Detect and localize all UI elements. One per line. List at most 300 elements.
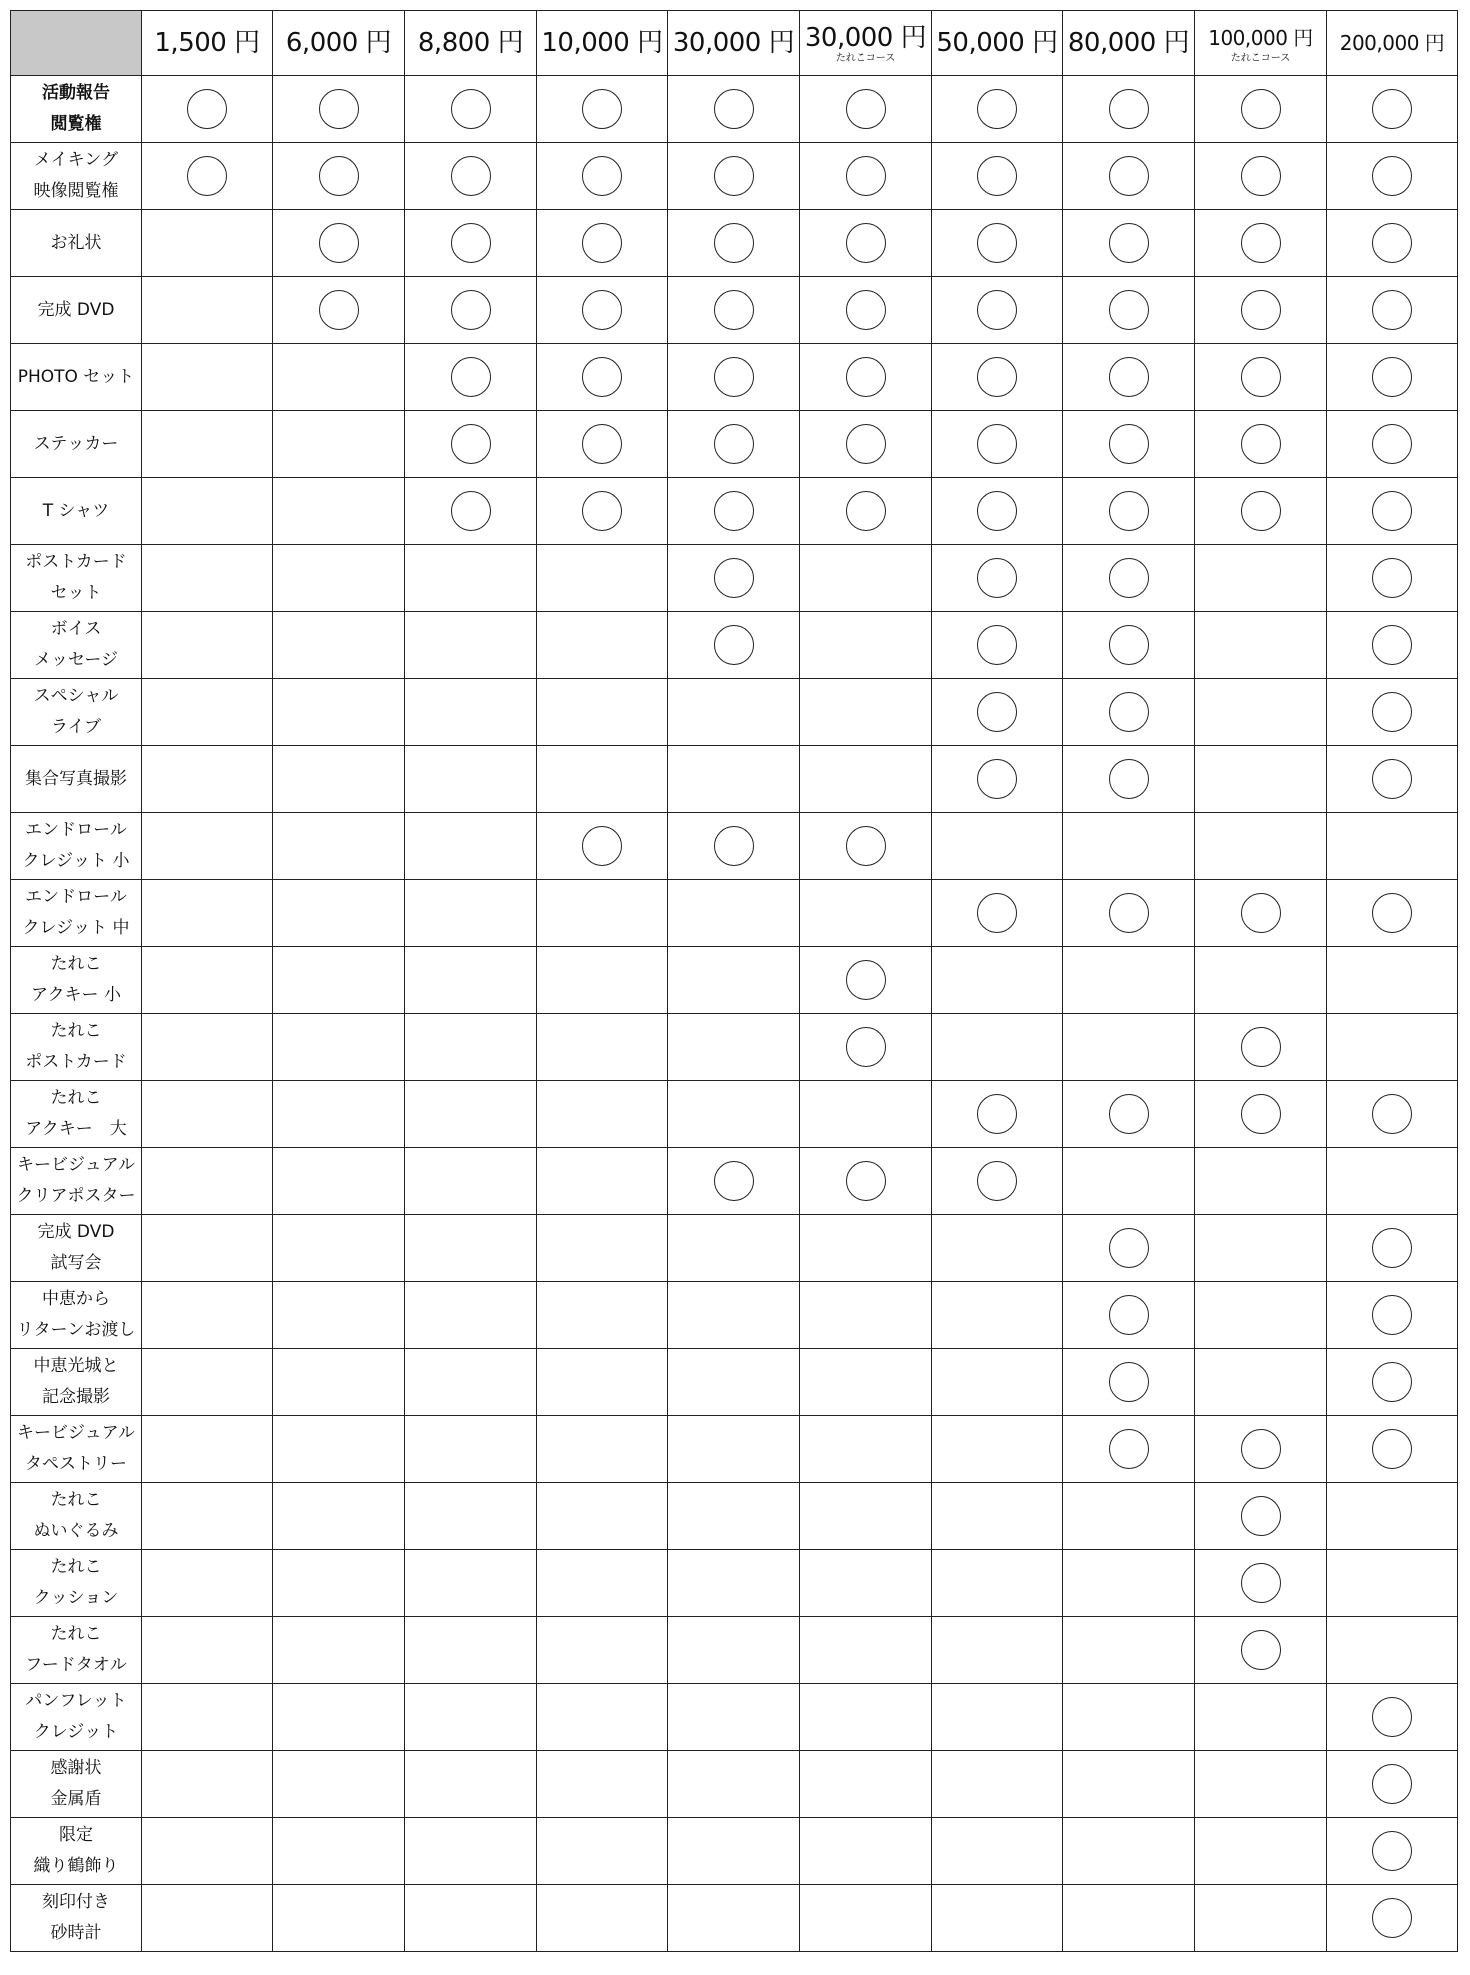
mark-cell — [668, 1483, 800, 1550]
circle-mark-icon — [319, 290, 359, 330]
mark-cell — [1327, 1014, 1458, 1081]
price-label: 30,000 円 — [672, 28, 795, 58]
circle-mark-icon — [1241, 156, 1281, 196]
price-header-9 — [1195, 11, 1327, 76]
reward-name-line: 試写会 — [50, 1253, 102, 1273]
mark-cell — [668, 1684, 800, 1751]
reward-name-cell — [11, 1014, 142, 1081]
mark-cell — [800, 1751, 932, 1818]
mark-cell — [1327, 612, 1458, 679]
mark-cell — [273, 210, 405, 277]
circle-mark-icon — [1241, 1027, 1281, 1067]
circle-mark-icon — [977, 893, 1017, 933]
mark-cell — [273, 1349, 405, 1416]
mark-cell — [800, 1349, 932, 1416]
mark-cell — [142, 813, 273, 880]
mark-cell — [800, 813, 932, 880]
mark-cell — [142, 1751, 273, 1818]
mark-cell — [142, 1282, 273, 1349]
mark-cell — [1195, 813, 1327, 880]
mark-cell — [537, 1483, 668, 1550]
mark-cell — [800, 1148, 932, 1215]
mark-cell — [273, 1483, 405, 1550]
mark-cell — [932, 545, 1063, 612]
mark-cell — [142, 1885, 273, 1952]
mark-cell — [1063, 1483, 1195, 1550]
reward-name-line: 完成 DVD — [37, 1222, 115, 1242]
mark-cell — [405, 612, 537, 679]
reward-name-cell — [11, 880, 142, 947]
circle-mark-icon — [1241, 1094, 1281, 1134]
mark-cell — [668, 344, 800, 411]
mark-cell — [800, 1550, 932, 1617]
circle-mark-icon — [1109, 223, 1149, 263]
mark-cell — [1327, 1751, 1458, 1818]
mark-cell — [1195, 1550, 1327, 1617]
mark-cell — [1327, 880, 1458, 947]
mark-cell — [273, 813, 405, 880]
mark-cell — [1063, 277, 1195, 344]
mark-cell — [537, 1416, 668, 1483]
mark-cell — [537, 1148, 668, 1215]
mark-cell — [800, 1483, 932, 1550]
reward-name-cell — [11, 612, 142, 679]
mark-cell — [1195, 1014, 1327, 1081]
price-header-7 — [932, 11, 1063, 76]
mark-cell — [142, 545, 273, 612]
mark-cell — [668, 1751, 800, 1818]
mark-cell — [932, 880, 1063, 947]
mark-cell — [1063, 143, 1195, 210]
mark-cell — [932, 411, 1063, 478]
mark-cell — [1063, 612, 1195, 679]
mark-cell — [1327, 1282, 1458, 1349]
reward-name-line: たれこ — [50, 1557, 102, 1577]
circle-mark-icon — [846, 89, 886, 129]
reward-name-line: 集合写真撮影 — [25, 768, 127, 789]
circle-mark-icon — [319, 156, 359, 196]
mark-cell — [537, 277, 668, 344]
mark-cell — [1063, 746, 1195, 813]
mark-cell — [273, 1617, 405, 1684]
mark-cell — [142, 344, 273, 411]
mark-cell — [1195, 1684, 1327, 1751]
course-sublabel: たれこコース — [1230, 52, 1291, 64]
circle-mark-icon — [1109, 893, 1149, 933]
mark-cell — [1327, 143, 1458, 210]
mark-cell — [668, 1550, 800, 1617]
reward-name-cell — [11, 947, 142, 1014]
reward-name-line: タペストリー — [25, 1454, 127, 1474]
circle-mark-icon — [977, 625, 1017, 665]
mark-cell — [1063, 947, 1195, 1014]
circle-mark-icon — [977, 692, 1017, 732]
mark-cell — [800, 143, 932, 210]
mark-cell — [142, 746, 273, 813]
mark-cell — [932, 478, 1063, 545]
mark-cell — [668, 1349, 800, 1416]
mark-cell — [932, 813, 1063, 880]
circle-mark-icon — [977, 223, 1017, 263]
table-row — [11, 1014, 1458, 1081]
mark-cell — [932, 1282, 1063, 1349]
circle-mark-icon — [714, 625, 754, 665]
circle-mark-icon — [1241, 424, 1281, 464]
mark-cell — [1327, 679, 1458, 746]
mark-cell — [932, 1416, 1063, 1483]
mark-cell — [142, 1550, 273, 1617]
circle-mark-icon — [977, 1094, 1017, 1134]
reward-name-line: たれこ — [50, 1624, 102, 1644]
reward-name-cell — [11, 813, 142, 880]
mark-cell — [537, 1751, 668, 1818]
mark-cell — [1195, 210, 1327, 277]
reward-name-line: メイキング — [33, 150, 119, 170]
circle-mark-icon — [714, 424, 754, 464]
mark-cell — [273, 1215, 405, 1282]
mark-cell — [405, 1014, 537, 1081]
mark-cell — [1327, 1416, 1458, 1483]
circle-mark-icon — [1372, 1764, 1412, 1804]
circle-mark-icon — [451, 89, 491, 129]
price-label: 30,000 円 — [804, 22, 927, 53]
table-row — [11, 344, 1458, 411]
table-row — [11, 1416, 1458, 1483]
mark-cell — [1195, 1148, 1327, 1215]
circle-mark-icon — [1109, 156, 1149, 196]
circle-mark-icon — [1372, 1831, 1412, 1871]
mark-cell — [1063, 880, 1195, 947]
mark-cell — [668, 1282, 800, 1349]
price-header-3 — [405, 11, 537, 76]
mark-cell — [405, 478, 537, 545]
reward-name-line: 限定 — [59, 1825, 93, 1845]
circle-mark-icon — [1372, 424, 1412, 464]
price-header-2 — [273, 11, 405, 76]
circle-mark-icon — [1372, 1898, 1412, 1938]
mark-cell — [800, 277, 932, 344]
mark-cell — [932, 76, 1063, 143]
circle-mark-icon — [582, 826, 622, 866]
mark-cell — [1195, 1081, 1327, 1148]
mark-cell — [405, 1282, 537, 1349]
reward-name-line: お礼状 — [50, 232, 102, 253]
circle-mark-icon — [1372, 1094, 1412, 1134]
mark-cell — [142, 1416, 273, 1483]
circle-mark-icon — [451, 223, 491, 263]
price-header-4 — [537, 11, 668, 76]
reward-rows — [11, 76, 1458, 1952]
price-header-5 — [668, 11, 800, 76]
mark-cell — [668, 1416, 800, 1483]
mark-cell — [142, 947, 273, 1014]
reward-name-cell — [11, 1081, 142, 1148]
mark-cell — [800, 612, 932, 679]
reward-name-line: ボイス — [50, 619, 102, 639]
mark-cell — [405, 1215, 537, 1282]
mark-cell — [273, 1684, 405, 1751]
price-label: 80,000 円 — [1067, 28, 1190, 58]
reward-comparison-table — [10, 10, 1458, 1952]
course-sublabel: たれこコース — [835, 52, 896, 64]
price-header-8 — [1063, 11, 1195, 76]
mark-cell — [1327, 344, 1458, 411]
circle-mark-icon — [582, 424, 622, 464]
reward-name-cell — [11, 1282, 142, 1349]
circle-mark-icon — [977, 558, 1017, 598]
circle-mark-icon — [451, 357, 491, 397]
mark-cell — [1327, 1349, 1458, 1416]
mark-cell — [932, 1885, 1063, 1952]
mark-cell — [1063, 1014, 1195, 1081]
circle-mark-icon — [582, 357, 622, 397]
circle-mark-icon — [1109, 1429, 1149, 1469]
circle-mark-icon — [714, 290, 754, 330]
mark-cell — [1327, 746, 1458, 813]
mark-cell — [1195, 746, 1327, 813]
circle-mark-icon — [1372, 1228, 1412, 1268]
circle-mark-icon — [1241, 1563, 1281, 1603]
table-row — [11, 76, 1458, 143]
mark-cell — [405, 277, 537, 344]
mark-cell — [273, 1550, 405, 1617]
reward-name-line: エンドロール — [25, 820, 127, 840]
mark-cell — [1327, 1215, 1458, 1282]
reward-name-cell — [11, 1416, 142, 1483]
mark-cell — [405, 1818, 537, 1885]
mark-cell — [1195, 1885, 1327, 1952]
circle-mark-icon — [1109, 491, 1149, 531]
circle-mark-icon — [714, 357, 754, 397]
mark-cell — [405, 1416, 537, 1483]
reward-name-cell — [11, 143, 142, 210]
mark-cell — [932, 746, 1063, 813]
table-row — [11, 143, 1458, 210]
mark-cell — [800, 1818, 932, 1885]
mark-cell — [1195, 411, 1327, 478]
reward-name-cell — [11, 1751, 142, 1818]
reward-name-line: 活動報告 — [42, 83, 110, 103]
mark-cell — [537, 746, 668, 813]
table-row — [11, 612, 1458, 679]
circle-mark-icon — [714, 826, 754, 866]
mark-cell — [668, 1148, 800, 1215]
circle-mark-icon — [582, 223, 622, 263]
mark-cell — [1327, 1081, 1458, 1148]
reward-name-cell — [11, 344, 142, 411]
table-row — [11, 679, 1458, 746]
reward-name-line: ぬいぐるみ — [33, 1521, 119, 1541]
mark-cell — [273, 679, 405, 746]
circle-mark-icon — [1372, 1362, 1412, 1402]
mark-cell — [932, 1818, 1063, 1885]
mark-cell — [668, 478, 800, 545]
reward-name-line: エンドロール — [25, 887, 127, 907]
mark-cell — [932, 143, 1063, 210]
circle-mark-icon — [977, 357, 1017, 397]
mark-cell — [932, 1349, 1063, 1416]
mark-cell — [537, 880, 668, 947]
mark-cell — [1195, 1483, 1327, 1550]
circle-mark-icon — [1109, 759, 1149, 799]
mark-cell — [800, 344, 932, 411]
reward-name-line: 閲覧権 — [50, 114, 102, 134]
mark-cell — [405, 1684, 537, 1751]
reward-name-line: アクキー 小 — [31, 985, 121, 1005]
mark-cell — [800, 1014, 932, 1081]
reward-name-line: ステッカー — [33, 433, 119, 454]
table-row — [11, 1550, 1458, 1617]
table-row — [11, 813, 1458, 880]
mark-cell — [1327, 1617, 1458, 1684]
mark-cell — [668, 210, 800, 277]
table-row — [11, 1885, 1458, 1952]
mark-cell — [273, 1818, 405, 1885]
mark-cell — [537, 76, 668, 143]
price-label: 50,000 円 — [936, 28, 1058, 58]
reward-name-cell — [11, 76, 142, 143]
reward-name-line: 金属盾 — [50, 1789, 102, 1809]
circle-mark-icon — [1372, 558, 1412, 598]
circle-mark-icon — [977, 89, 1017, 129]
mark-cell — [537, 612, 668, 679]
mark-cell — [405, 344, 537, 411]
mark-cell — [537, 679, 668, 746]
reward-name-line: セット — [50, 583, 102, 603]
circle-mark-icon — [1372, 759, 1412, 799]
mark-cell — [142, 210, 273, 277]
circle-mark-icon — [187, 89, 227, 129]
mark-cell — [1327, 1885, 1458, 1952]
circle-mark-icon — [846, 1027, 886, 1067]
price-header-10 — [1327, 11, 1458, 76]
reward-name-line: ポストカード — [25, 552, 127, 572]
circle-mark-icon — [319, 89, 359, 129]
mark-cell — [537, 1081, 668, 1148]
circle-mark-icon — [1241, 89, 1281, 129]
circle-mark-icon — [846, 290, 886, 330]
circle-mark-icon — [714, 89, 754, 129]
mark-cell — [800, 210, 932, 277]
mark-cell — [800, 1081, 932, 1148]
mark-cell — [668, 1885, 800, 1952]
mark-cell — [142, 1349, 273, 1416]
mark-cell — [537, 1014, 668, 1081]
circle-mark-icon — [977, 491, 1017, 531]
reward-name-cell — [11, 411, 142, 478]
mark-cell — [1327, 1148, 1458, 1215]
circle-mark-icon — [1241, 893, 1281, 933]
mark-cell — [1063, 76, 1195, 143]
mark-cell — [405, 1081, 537, 1148]
mark-cell — [668, 746, 800, 813]
reward-name-line: ライブ — [51, 717, 101, 737]
mark-cell — [1063, 1081, 1195, 1148]
mark-cell — [932, 947, 1063, 1014]
circle-mark-icon — [1109, 625, 1149, 665]
reward-name-cell — [11, 1215, 142, 1282]
table-row — [11, 1751, 1458, 1818]
mark-cell — [668, 679, 800, 746]
price-header-1 — [142, 11, 273, 76]
mark-cell — [1195, 545, 1327, 612]
mark-cell — [800, 76, 932, 143]
circle-mark-icon — [1109, 1094, 1149, 1134]
reward-name-cell — [11, 1885, 142, 1952]
mark-cell — [405, 1148, 537, 1215]
mark-cell — [142, 1014, 273, 1081]
mark-cell — [273, 143, 405, 210]
mark-cell — [800, 545, 932, 612]
reward-name-line: T シャツ — [42, 500, 110, 521]
mark-cell — [932, 1684, 1063, 1751]
mark-cell — [1063, 1684, 1195, 1751]
circle-mark-icon — [1372, 89, 1412, 129]
circle-mark-icon — [1109, 1295, 1149, 1335]
circle-mark-icon — [846, 960, 886, 1000]
circle-mark-icon — [1372, 1697, 1412, 1737]
mark-cell — [668, 880, 800, 947]
mark-cell — [1327, 1818, 1458, 1885]
mark-cell — [273, 1885, 405, 1952]
mark-cell — [932, 679, 1063, 746]
mark-cell — [1063, 344, 1195, 411]
mark-cell — [1327, 277, 1458, 344]
reward-name-line: 刻印付き — [42, 1892, 110, 1912]
mark-cell — [932, 1215, 1063, 1282]
mark-cell — [273, 1148, 405, 1215]
circle-mark-icon — [187, 156, 227, 196]
mark-cell — [1327, 1684, 1458, 1751]
reward-name-line: 映像閲覧権 — [33, 181, 119, 201]
mark-cell — [142, 277, 273, 344]
mark-cell — [405, 1751, 537, 1818]
mark-cell — [537, 411, 668, 478]
mark-cell — [273, 947, 405, 1014]
reward-name-cell — [11, 1483, 142, 1550]
mark-cell — [1327, 1483, 1458, 1550]
reward-name-line: 感謝状 — [50, 1758, 102, 1778]
circle-mark-icon — [846, 156, 886, 196]
mark-cell — [273, 746, 405, 813]
circle-mark-icon — [1372, 290, 1412, 330]
mark-cell — [932, 1014, 1063, 1081]
mark-cell — [1195, 679, 1327, 746]
mark-cell — [537, 143, 668, 210]
mark-cell — [142, 880, 273, 947]
mark-cell — [273, 1751, 405, 1818]
mark-cell — [800, 947, 932, 1014]
reward-name-line: リターンお渡し — [16, 1320, 136, 1340]
circle-mark-icon — [451, 290, 491, 330]
mark-cell — [405, 1483, 537, 1550]
circle-mark-icon — [977, 156, 1017, 196]
reward-name-cell — [11, 210, 142, 277]
mark-cell — [1195, 478, 1327, 545]
mark-cell — [273, 411, 405, 478]
mark-cell — [273, 1282, 405, 1349]
reward-name-line: メッセージ — [34, 650, 118, 670]
reward-name-line: クリアポスター — [16, 1186, 136, 1206]
mark-cell — [537, 1349, 668, 1416]
mark-cell — [1327, 1550, 1458, 1617]
reward-name-line: PHOTO セット — [17, 366, 135, 387]
mark-cell — [932, 210, 1063, 277]
mark-cell — [1063, 813, 1195, 880]
mark-cell — [932, 344, 1063, 411]
reward-name-line: アクキー 大 — [25, 1119, 127, 1139]
mark-cell — [405, 813, 537, 880]
